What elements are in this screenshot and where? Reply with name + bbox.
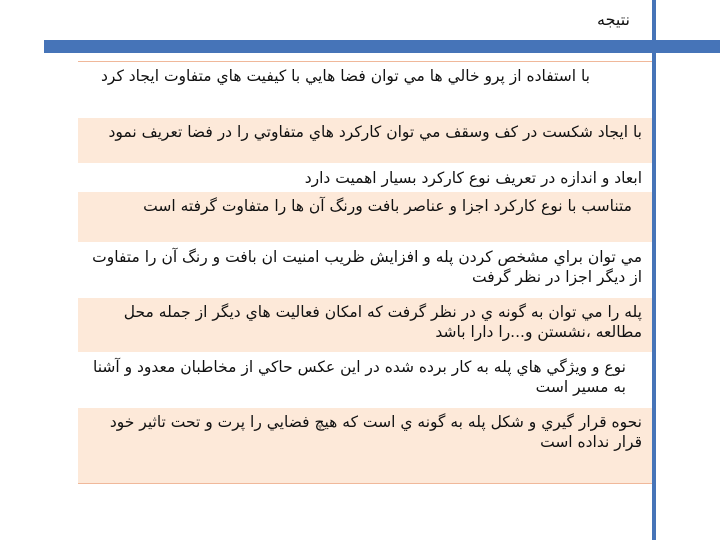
table-row: نوع و ويژگي هاي پله به كار برده شده در اين عكس حاكي از مخاطبان معدود و آشنا به مسير است <box>78 353 652 408</box>
table-row: نحوه قرار گيري و شكل پله به گونه ي است كه هيچ فضايي را پرت و تحت تاثير خود قرار نداده است <box>78 408 652 484</box>
table-row: متناسب با نوع كاركرد اجزا و عناصر بافت ورنگ آن ها را متفاوت گرفته است <box>78 192 652 243</box>
table-row: ابعاد و اندازه در تعريف نوع كاركرد بسيار اهميت دارد <box>78 164 652 192</box>
title-underline-bar <box>44 40 720 53</box>
slide-title: نتيجه <box>596 10 630 29</box>
corner-accent-block <box>656 40 720 53</box>
table-row: مي توان براي مشخص كردن پله و افزايش ظريب امنيت ان بافت و رنگ آن را متفاوت از ديگر اجزا در نظر گرفت <box>78 243 652 298</box>
table-row: با استفاده از پرو خالي ها مي توان فضا هايي با كيفيت هاي متفاوت ايجاد كرد <box>78 62 652 118</box>
table-row: پله را مي توان به گونه ي در نظر گرفت كه امكان فعاليت هاي ديگر از جمله محل مطالعه ،نشستن و...را دارا باشد <box>78 298 652 353</box>
right-vertical-rule <box>652 0 656 540</box>
table-row: با ايجاد شكست در كف وسقف مي توان كاركرد هاي متفاوتي را در فضا تعريف نمود <box>78 118 652 164</box>
conclusion-table <box>78 61 652 484</box>
